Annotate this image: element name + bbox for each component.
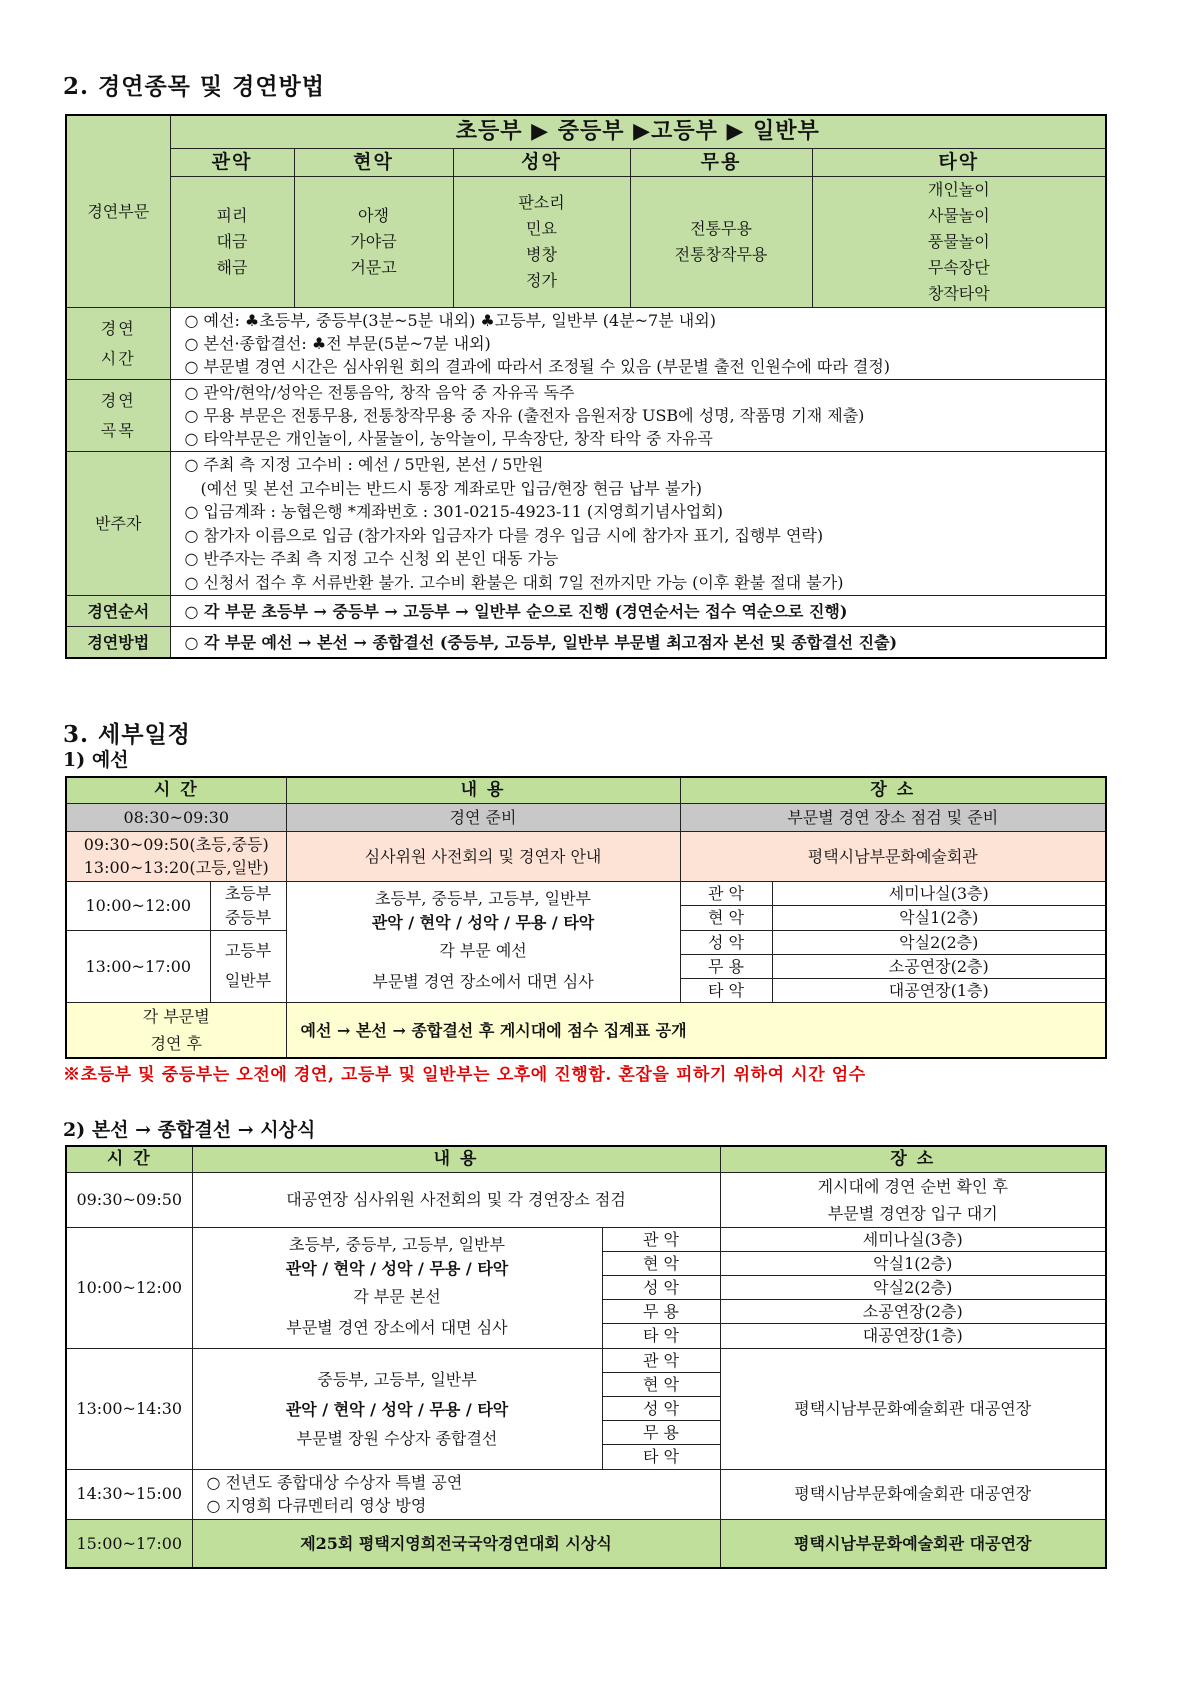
schedule-place: 평택시남부문화예술회관 [680,831,1106,881]
category-header: 현악 [294,148,453,177]
time-label: 경연 시간 [66,308,170,380]
schedule-content: 제25회 평택지영희전국국악경연대회 시상식 [192,1519,720,1568]
schedule-place: 평택시남부문화예술회관 대공연장 [720,1519,1106,1568]
schedule-place: 부문별 경연 장소 점검 및 준비 [680,803,1106,831]
prelim-content: 초등부, 중등부, 고등부, 일반부 관악 / 현악 / 성악 / 무용 / 타악 각 부문 예선 부문별 경연 장소에서 대면 심사 [286,881,680,1003]
piece-rules: ○ 관악/현악/성악은 전통음악, 창작 음악 중 자유곡 독주 ○ 무용 부문은 전통무용, 전통창작무용 중 자유 (출전자 음원저장 USB에 성명, 작품명 기재 제출) ○ 타악부문은 개인놀이, 사물놀이, 농악놀이, 무속장단, 창작 타악 중 자유곡 [170,380,1106,452]
prelim-title: 1) 예선 [63,749,129,771]
method-label: 경연방법 [66,627,170,658]
time-rules: ○ 예선: ♣초등부, 중등부(3분~5분 내외) ♣고등부, 일반부 (4분~7분 내외) ○ 본선·종합결선: ♣전 부문(5분~7분 내외) ○ 부문별 경연 시간은 심사위원 회의 결과에 따라서 조정될 수 있음 (부문별 출전 인원수에 따라 결정) [170,308,1106,380]
venue-place: 세미나실(3층) [772,881,1106,906]
category-header: 무용 [630,148,812,177]
header-place: 장 소 [720,1146,1106,1172]
venue-place: 악실2(2층) [772,930,1106,954]
schedule-place: 게시대에 경연 순번 확인 후 부문별 경연장 입구 대기 [720,1172,1106,1227]
category-items: 전통무용 전통창작무용 [630,177,812,308]
schedule-time: 08:30~09:30 [66,803,286,831]
venue-category: 무 용 [680,954,772,978]
header-content: 내 용 [192,1146,720,1172]
division-label: 경연부문 [66,115,170,308]
final-schedule-table [65,1145,1107,1569]
venue-category: 무 용 [602,1300,720,1324]
venue-place: 악실2(2층) [720,1276,1106,1300]
schedule-time: 09:30~09:50(초등,중등) 13:00~13:20(고등,일반) [66,831,286,881]
method-text: ○ 각 부문 예선 → 본선 → 종합결선 (중등부, 고등부, 일반부 부문별 최고점자 본선 및 종합결선 진출) [170,627,1106,658]
category-header: 성악 [453,148,630,177]
slot-divisions: 고등부 일반부 [210,930,286,1003]
venue-category: 성 악 [680,930,772,954]
header-content: 내 용 [286,777,680,803]
slot-time: 13:00~17:00 [66,930,210,1003]
schedule-time: 10:00~12:00 [66,1227,192,1348]
section2-title: 2. 경연종목 및 경연방법 [63,73,325,100]
venue-category: 관 악 [602,1348,720,1372]
venue-category: 현 악 [602,1372,720,1396]
category-items: 판소리 민요 병창 정가 [453,177,630,308]
schedule-time: 13:00~14:30 [66,1348,192,1469]
venue-category: 타 악 [680,979,772,1003]
header-time: 시 간 [66,777,286,803]
venue-place: 악실1(2층) [772,906,1106,931]
header-time: 시 간 [66,1146,192,1172]
schedule-time: 14:30~15:00 [66,1469,192,1519]
schedule-place: 평택시남부문화예술회관 대공연장 [720,1469,1106,1519]
venue-category: 관 악 [680,881,772,906]
venue-place: 대공연장(1층) [772,979,1106,1003]
venue-place: 세미나실(3층) [720,1227,1106,1251]
schedule-time: 09:30~09:50 [66,1172,192,1227]
division-banner: 초등부 ▶ 중등부 ▶고등부 ▶ 일반부 [170,115,1106,148]
category-header: 관악 [170,148,294,177]
order-text: ○ 각 부문 초등부 → 중등부 → 고등부 → 일반부 순으로 진행 (경연순서는 접수 역순으로 진행) [170,596,1106,627]
venue-category: 무 용 [602,1421,720,1445]
venue-category: 타 악 [602,1445,720,1469]
slot-time: 10:00~12:00 [66,881,210,930]
accompanist-rules: ○ 주최 측 지정 고수비 : 예선 / 5만원, 본선 / 5만원 (예선 및 본선 고수비는 반드시 통장 계좌로만 입금/현장 현금 납부 불가) ○ 입금계좌 : 농협은행 *계좌번호 : 301-0215-4923-11 (지영희기념사업회) ○ 참가자 이름으로 입금 (참가자와 입금자가 다를 경우 입금 시에 참가자 표기, 집행부 연락) ○ 반주자는 주최 측 지정 고수 신청 외 본인 대동 가능 ○ 신청서 접수 후 서류반환 불가. 고수비 환불은 대회 7일 전까지만 가능 (이후 환불 절대 불가) [170,452,1106,596]
venue-category: 관 악 [602,1227,720,1251]
venue-category: 타 악 [602,1324,720,1348]
accompanist-label: 반주자 [66,452,170,596]
schedule-content: 심사위원 사전회의 및 경연자 안내 [286,831,680,881]
last-label: 각 부문별 경연 후 [66,1003,286,1059]
prelim-schedule-table [65,776,1107,1059]
header-place: 장 소 [680,777,1106,803]
category-items: 아쟁 가야금 거문고 [294,177,453,308]
final-title: 2) 본선 → 종합결선 → 시상식 [63,1119,316,1141]
time-note: ※초등부 및 중등부는 오전에 경연, 고등부 및 일반부는 오후에 진행함. 혼잡을 피하기 위하여 시간 엄수 [63,1065,866,1085]
category-items: 피리 대금 해금 [170,177,294,308]
schedule-time: 15:00~17:00 [66,1519,192,1568]
venue-place: 대공연장(1층) [720,1324,1106,1348]
venue-category: 성 악 [602,1276,720,1300]
venue-category: 현 악 [602,1251,720,1275]
slot-divisions: 초등부 중등부 [210,881,286,930]
category-header: 타악 [812,148,1106,177]
order-label: 경연순서 [66,596,170,627]
venue-category: 현 악 [680,906,772,931]
piece-label: 경연 곡목 [66,380,170,452]
schedule-content: 초등부, 중등부, 고등부, 일반부 관악 / 현악 / 성악 / 무용 / 타악 각 부문 본선 부문별 경연 장소에서 대면 심사 [192,1227,602,1348]
venue-category: 성 악 [602,1396,720,1420]
schedule-content: ○ 전년도 종합대상 수상자 특별 공연 ○ 지영희 다큐멘터리 영상 방영 [192,1469,720,1519]
competition-table [65,114,1107,659]
schedule-content: 중등부, 고등부, 일반부 관악 / 현악 / 성악 / 무용 / 타악 부문별 장원 수상자 종합결선 [192,1348,602,1469]
schedule-place: 평택시남부문화예술회관 대공연장 [720,1348,1106,1469]
venue-place: 소공연장(2층) [720,1300,1106,1324]
category-items: 개인놀이 사물놀이 풍물놀이 무속장단 창작타악 [812,177,1106,308]
schedule-content: 경연 준비 [286,803,680,831]
section3-title: 3. 세부일정 [63,721,191,748]
last-text: 예선 → 본선 → 종합결선 후 게시대에 점수 집계표 공개 [286,1003,1106,1059]
venue-place: 악실1(2층) [720,1251,1106,1275]
venue-place: 소공연장(2층) [772,954,1106,978]
schedule-content: 대공연장 심사위원 사전회의 및 각 경연장소 점검 [192,1172,720,1227]
